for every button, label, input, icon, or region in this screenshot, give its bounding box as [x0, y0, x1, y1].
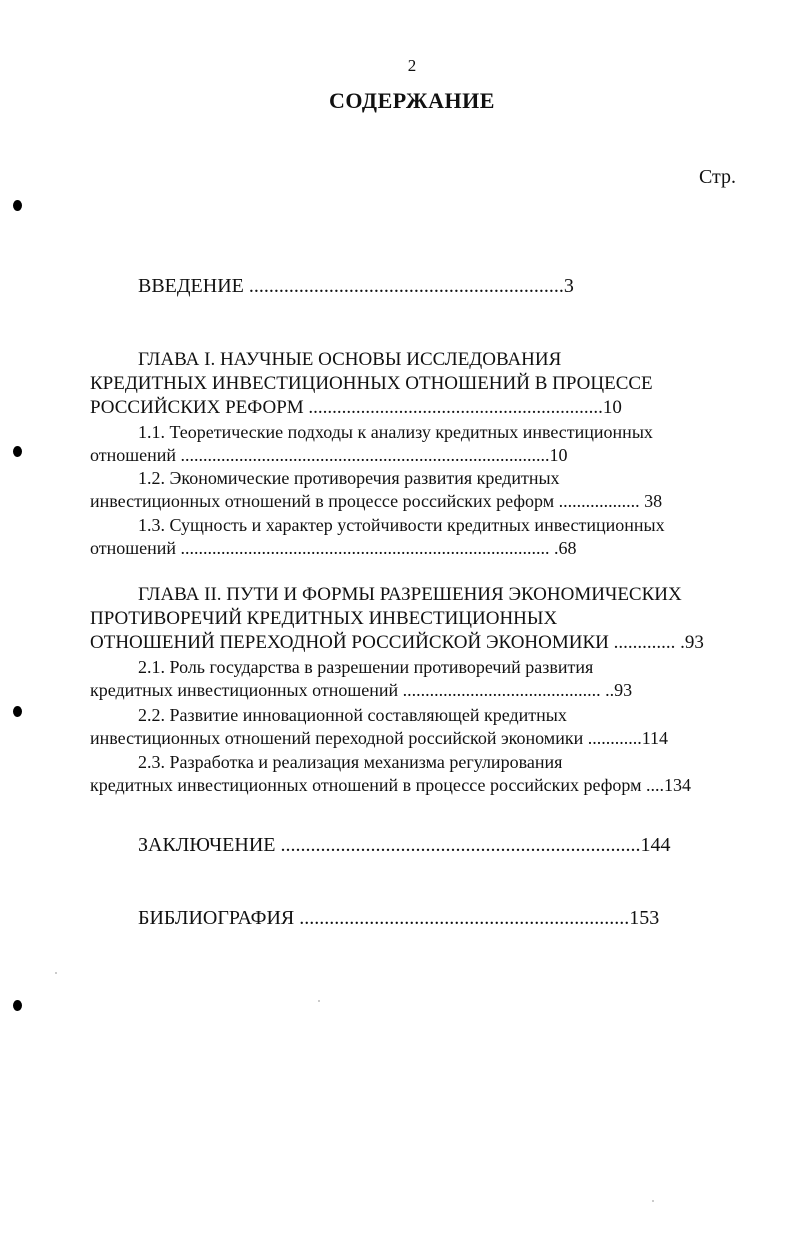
page-title: СОДЕРЖАНИЕ	[329, 88, 495, 113]
toc-chapter1-title-line2: КРЕДИТНЫХ ИНВЕСТИЦИОННЫХ ОТНОШЕНИЙ В ПРОЦЕССЕ	[90, 373, 653, 394]
toc-chapter2-title-line3: ОТНОШЕНИЙ ПЕРЕХОДНОЙ РОССИЙСКОЙ ЭКОНОМИКИ ............. .93	[90, 632, 704, 653]
toc-section-2-2-line2: инвестиционных отношений переходной российской экономики ............114	[90, 728, 669, 748]
toc-chapter2-title-line1: ГЛАВА II. ПУТИ И ФОРМЫ РАЗРЕШЕНИЯ ЭКОНОМИЧЕСКИХ	[138, 584, 682, 605]
toc-section-1-2-line2: инвестиционных отношений в процессе российских реформ .................. 38	[90, 491, 663, 511]
page-number: 2	[407, 56, 417, 75]
toc-section-2-1-line1: 2.1. Роль государства в разрешении противоречий развития	[138, 657, 594, 677]
punch-hole-mark	[13, 1000, 22, 1011]
toc-section-1-2-line1: 1.2. Экономические противоречия развития кредитных	[138, 468, 560, 488]
toc-section-2-3-line1: 2.3. Разработка и реализация механизма регулирования	[138, 752, 563, 772]
toc-intro: ВВЕДЕНИЕ ...............................................................3	[138, 275, 574, 297]
scan-speck	[318, 1000, 320, 1002]
toc-chapter2-title-line2: ПРОТИВОРЕЧИЙ КРЕДИТНЫХ ИНВЕСТИЦИОННЫХ	[90, 608, 558, 629]
scan-speck	[652, 1200, 654, 1202]
toc-section-2-3-line2: кредитных инвестиционных отношений в процессе российских реформ ....134	[90, 775, 692, 795]
toc-section-1-1-line2: отношений ..................................................................................10	[90, 445, 568, 465]
punch-hole-mark	[13, 706, 22, 717]
toc-section-2-2-line1: 2.2. Развитие инновационной составляющей кредитных	[138, 705, 567, 725]
toc-section-1-1-line1: 1.1. Теоретические подходы к анализу кредитных инвестиционных	[138, 422, 653, 442]
toc-chapter1-title-line1: ГЛАВА I. НАУЧНЫЕ ОСНОВЫ ИССЛЕДОВАНИЯ	[138, 349, 562, 370]
punch-hole-mark	[13, 446, 22, 457]
toc-bibliography: БИБЛИОГРАФИЯ ..................................................................153	[138, 907, 660, 929]
toc-section-1-3-line2: отношений .................................................................................. .68	[90, 538, 577, 558]
toc-section-1-3-line1: 1.3. Сущность и характер устойчивости кредитных инвестиционных	[138, 515, 665, 535]
toc-section-2-1-line2: кредитных инвестиционных отношений ............................................ ..93	[90, 680, 633, 700]
page-column-label: Стр.	[698, 166, 736, 188]
punch-hole-mark	[13, 200, 22, 211]
scan-speck	[55, 972, 57, 974]
toc-chapter1-title-line3: РОССИЙСКИХ РЕФОРМ ..............................................................10	[90, 397, 622, 418]
toc-conclusion: ЗАКЛЮЧЕНИЕ ........................................................................144	[138, 834, 671, 856]
